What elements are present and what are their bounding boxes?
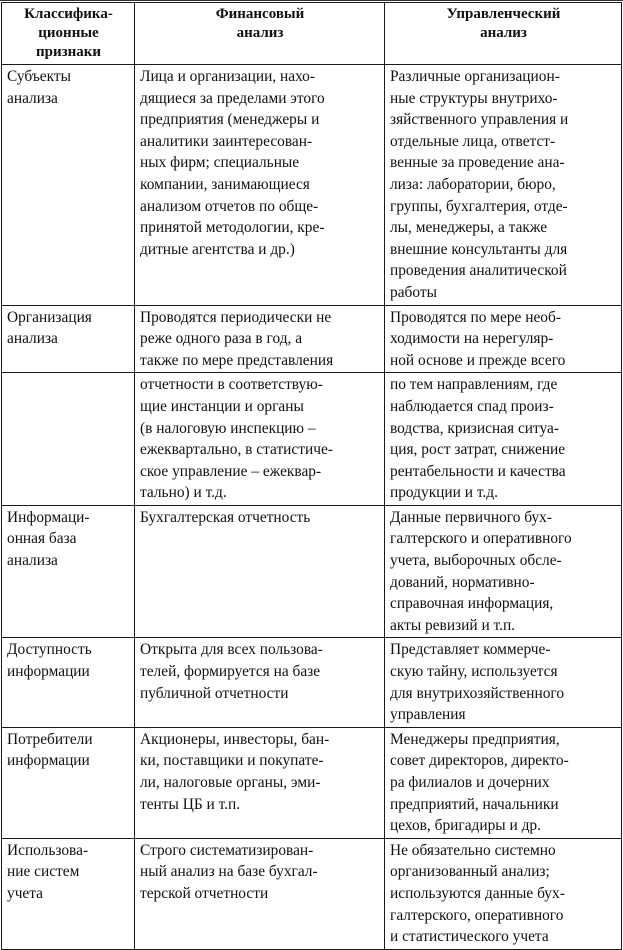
cell-text-line: Открыта для всех пользова- <box>140 641 323 659</box>
cell-text-line: Проводятся периодически не <box>140 308 332 326</box>
cell-text-line: учета <box>7 884 44 902</box>
cell-text-line: рентабельности и качества <box>390 462 566 480</box>
cell-text-line: проведения аналитической <box>390 262 567 280</box>
cell-text-line: лы, менеджеры, а также <box>390 219 548 237</box>
cell-text-line: Различные организацион- <box>390 68 560 85</box>
header-management-analysis: Управленческий анализ <box>385 3 622 65</box>
cell-text-line: ние систем <box>7 863 80 881</box>
cell-text-line: работы <box>390 283 437 301</box>
cell-text-line: группы, бухгалтерия, отде- <box>390 197 568 215</box>
cell-text-line: ходимости на нерегуляр- <box>390 330 554 348</box>
criterion-cell <box>2 65 135 306</box>
cell-text-line: аналитики заинтересован- <box>140 132 313 150</box>
cell-text-line: используются данные бух- <box>390 884 565 902</box>
cell-text-line: акты ревизий и т.п. <box>390 616 516 634</box>
cell-text-line: онная база <box>7 530 77 548</box>
cell-text-line: компании, занимающиеся <box>140 175 310 193</box>
criterion-cell <box>2 373 135 506</box>
cell-text-line: Информаци- <box>7 508 90 526</box>
criterion-cell <box>2 727 135 838</box>
financial-cell <box>135 373 385 506</box>
cell-text-line: информации <box>7 752 90 770</box>
cell-text-line: дований, нормативно- <box>390 573 535 591</box>
cell-text-line: продукции и т.д. <box>390 484 498 502</box>
cell-text-line: анализа <box>7 330 58 348</box>
management-cell <box>385 638 622 727</box>
table-row <box>2 305 622 373</box>
cell-text-line: Использова- <box>7 841 89 859</box>
cell-text-line: отдельные лица, ответст- <box>390 132 556 150</box>
criterion-cell <box>2 505 135 638</box>
cell-text-line: тенты ЦБ и т.п. <box>140 795 241 813</box>
financial-cell <box>135 838 385 949</box>
cell-text-line: водства, кризисная ситуа- <box>390 419 559 437</box>
cell-text-line: ные структуры внутрихо- <box>390 89 558 107</box>
cell-text-line: Менеджеры предприятия, <box>390 730 560 748</box>
management-cell <box>385 373 622 506</box>
cell-text-line: ный анализ на базе бухгал- <box>140 863 318 881</box>
cell-text-line: учета, выборочных обсле- <box>390 552 562 570</box>
header-classification: Классифика- ционные признаки <box>2 3 135 65</box>
cell-text-line: (в налоговую инспекцию – <box>140 419 316 437</box>
cell-text-line: ра филиалов и дочерних <box>390 774 550 791</box>
cell-text-line: терской отчетности <box>140 884 269 902</box>
financial-cell <box>135 727 385 838</box>
cell-text-line: Субъекты <box>7 68 71 85</box>
financial-cell <box>135 638 385 727</box>
cell-text-line: ское управление – ежеквар- <box>140 462 322 480</box>
cell-text-line: скую тайну, используется <box>390 663 558 681</box>
criterion-cell <box>2 838 135 949</box>
cell-text-line: совет директоров, директо- <box>390 752 569 770</box>
cell-text-line: Данные первичного бух- <box>390 508 552 526</box>
criterion-cell <box>2 638 135 727</box>
table-row <box>2 65 622 306</box>
cell-text-line: управления <box>390 706 466 724</box>
cell-text-line: лиза: лаборатории, бюро, <box>390 175 556 193</box>
cell-text-line: Бухгалтерская отчетность <box>140 508 311 526</box>
management-cell <box>385 838 622 949</box>
cell-text-line: галтерского, оперативного <box>390 906 564 924</box>
cell-text-line: ной основе и прежде всего <box>390 351 566 369</box>
cell-text-line: Не обязательно системно <box>390 841 556 859</box>
cell-text-line: реже одного раза в год, а <box>140 330 303 348</box>
management-cell <box>385 305 622 373</box>
cell-text-line: Лица и организации, нахо- <box>140 68 315 85</box>
cell-text-line: телей, формируется на базе <box>140 663 321 681</box>
table-row <box>2 505 622 638</box>
cell-text-line: ли, налоговые органы, эми- <box>140 774 321 791</box>
cell-text-line: принятой методологии, кре- <box>140 219 325 237</box>
cell-text-line: для внутрихозяйственного <box>390 684 565 702</box>
cell-text-line: информации <box>7 663 90 681</box>
cell-text-line: предприятий, начальники <box>390 795 559 813</box>
cell-text-line: публичной отчетности <box>140 684 289 702</box>
criterion-cell <box>2 305 135 373</box>
page-top-rule <box>0 0 623 1</box>
financial-cell <box>135 65 385 306</box>
cell-text-line: анализом отчетов по обще- <box>140 197 319 215</box>
cell-text-line: организованный анализ; <box>390 863 550 881</box>
comparison-table <box>1 2 622 950</box>
cell-text-line: справочная информация, <box>390 595 554 613</box>
table-header-row <box>2 3 622 65</box>
cell-text-line: Потребители <box>7 730 93 748</box>
cell-text-line: анализа <box>7 89 58 107</box>
cell-text-line: цехов, бригадиры и др. <box>390 817 541 835</box>
management-cell <box>385 727 622 838</box>
cell-text-line: дящиеся за пределами этого <box>140 89 325 107</box>
cell-text-line: зяйственного управления и <box>390 111 569 129</box>
cell-text-line: Строго систематизирован- <box>140 841 314 859</box>
financial-cell <box>135 305 385 373</box>
cell-text-line: галтерского и оперативного <box>390 530 572 548</box>
cell-text-line: ных фирм; специальные <box>140 154 300 172</box>
cell-text-line: венные за проведение ана- <box>390 154 565 172</box>
cell-text-line: и статистического учета <box>390 928 549 946</box>
cell-text-line: ки, поставщики и покупате- <box>140 752 324 770</box>
table-row <box>2 373 622 506</box>
cell-text-line: Проводятся по мере необ- <box>390 308 561 326</box>
table-row <box>2 727 622 838</box>
header-financial-analysis: Финансовый анализ <box>135 3 385 65</box>
cell-text-line: дитные агентства и др.) <box>140 240 295 258</box>
cell-text-line: Доступность <box>7 641 92 659</box>
financial-cell <box>135 505 385 638</box>
cell-text-line: Представляет коммерче- <box>390 641 551 659</box>
cell-text-line: ция, рост затрат, снижение <box>390 441 566 459</box>
cell-text-line: ежеквартально, в статистиче- <box>140 441 333 459</box>
cell-text-line: Акционеры, инвесторы, бан- <box>140 730 330 748</box>
cell-text-line: внешние консультанты для <box>390 240 568 258</box>
cell-text-line: также по мере представления <box>140 351 334 369</box>
cell-text-line: наблюдается спад произ- <box>390 397 554 415</box>
cell-text-line: по тем направлениям, где <box>390 376 558 394</box>
cell-text-line: Организация <box>7 308 92 326</box>
table-row <box>2 838 622 949</box>
cell-text-line: предприятия (менеджеры и <box>140 111 320 129</box>
cell-text-line: отчетности в соответствую- <box>140 376 323 394</box>
cell-text-line: тально) и т.д. <box>140 484 227 502</box>
cell-text-line: щие инстанции и органы <box>140 397 304 415</box>
management-cell <box>385 505 622 638</box>
table-row <box>2 638 622 727</box>
cell-text-line: анализа <box>7 552 58 570</box>
management-cell <box>385 65 622 306</box>
